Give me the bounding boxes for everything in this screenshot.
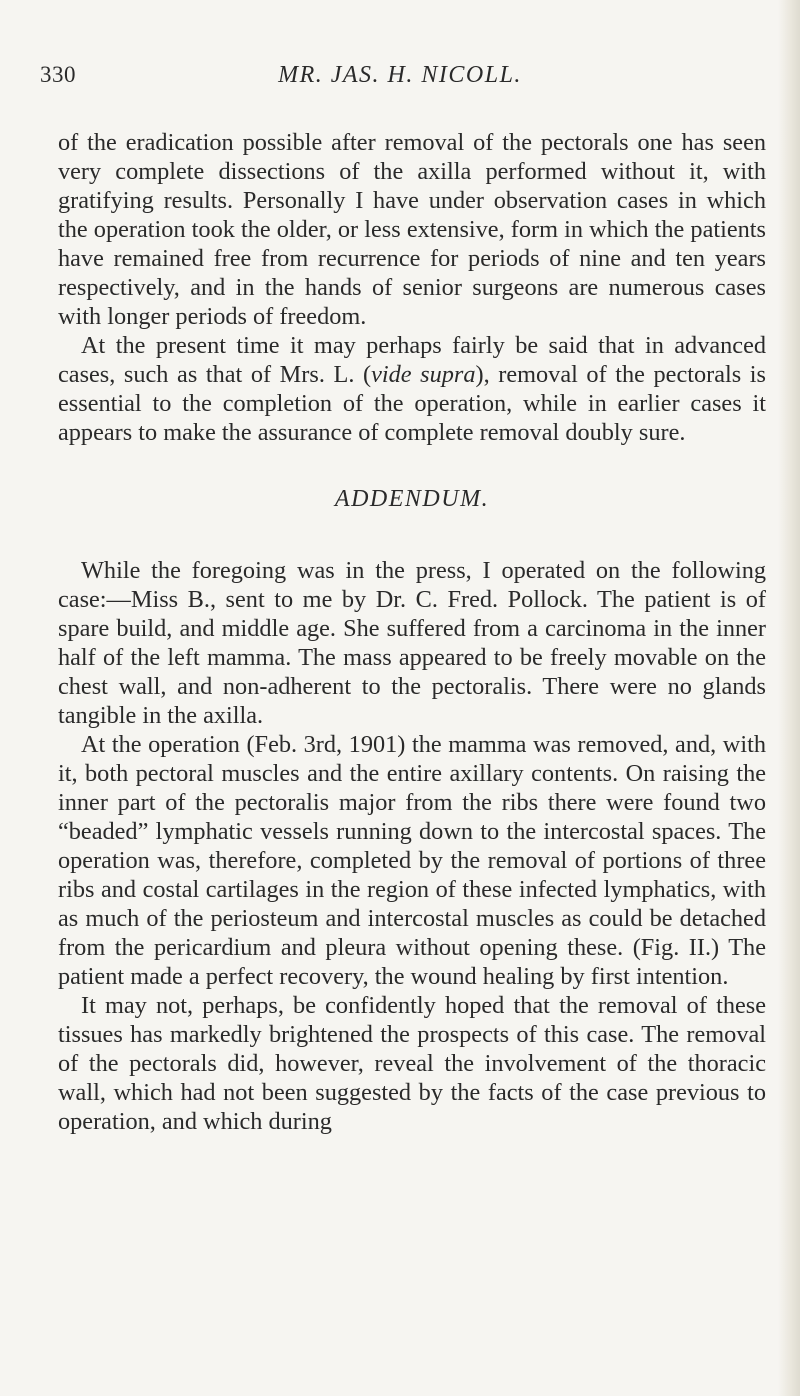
paragraph-prospects: It may not, perhaps, be confidently hoped that the removal of these tissues has markedly brightened the prospects of this case. The removal of the pectorals did, however, reveal the involvement of the thoracic wall, which had not been suggested by the facts of the case previous to operation, and which during (58, 992, 766, 1135)
paragraph-text: ), removal of the pectorals is essential to the completion of the operation, while in earlier cases it appears to make the assurance of complete removal doubly sure. (58, 361, 766, 446)
paragraph-text: At the present time it may perhaps fairly be said that in advanced cases, such as that of Mrs. L. ( (58, 332, 766, 388)
paragraph-case-report: While the foregoing was in the press, I operated on the following case:—Miss B., sent to me by Dr. C. Fred. Pollock. The patient is of spare build, and middle age. She suffered from a carcinoma in the inner half of the left mamma. The mass appeared to be freely movable on the chest wall, and non-adherent to the pectoralis. There were no glands tangible in the axilla. (58, 557, 766, 729)
body-text (58, 128, 766, 1136)
paragraph-continuation: of the eradication possible after removal of the pectorals one has seen very complete dissections of the axilla performed without it, with gratifying results. Personally I have under observation cases in which the operation took the older, or less extensive, form in which the patients have remained free from recurrence for periods of nine and ten years respectively, and in the hands of senior surgeons are numerous cases with longer periods of freedom. (58, 129, 766, 330)
italic-phrase: vide supra (371, 361, 476, 388)
addendum-heading: ADDENDUM. (334, 486, 490, 512)
page-number: 330 (40, 62, 76, 87)
paragraph-operation: At the operation (Feb. 3rd, 1901) the mamma was removed, and, with it, both pectoral muscles and the entire axillary contents. On raising the inner part of the pectoralis major from the ribs there were found two “beaded” lymphatic vessels running down to the intercostal spaces. The operation was, therefore, completed by the removal of portions of three ribs and costal cartilages in the region of these infected lymphatics, with as much of the periosteum and intercostal muscles as could be detached from the pericardium and pleura without opening these. (Fig. II.) The patient made a perfect recovery, the wound healing by first intention. (58, 731, 766, 990)
paragraph-present-time (58, 331, 766, 447)
page-header (0, 62, 800, 102)
page-edge-shadow (778, 0, 800, 1396)
running-head: MR. JAS. H. NICOLL. (278, 62, 522, 88)
